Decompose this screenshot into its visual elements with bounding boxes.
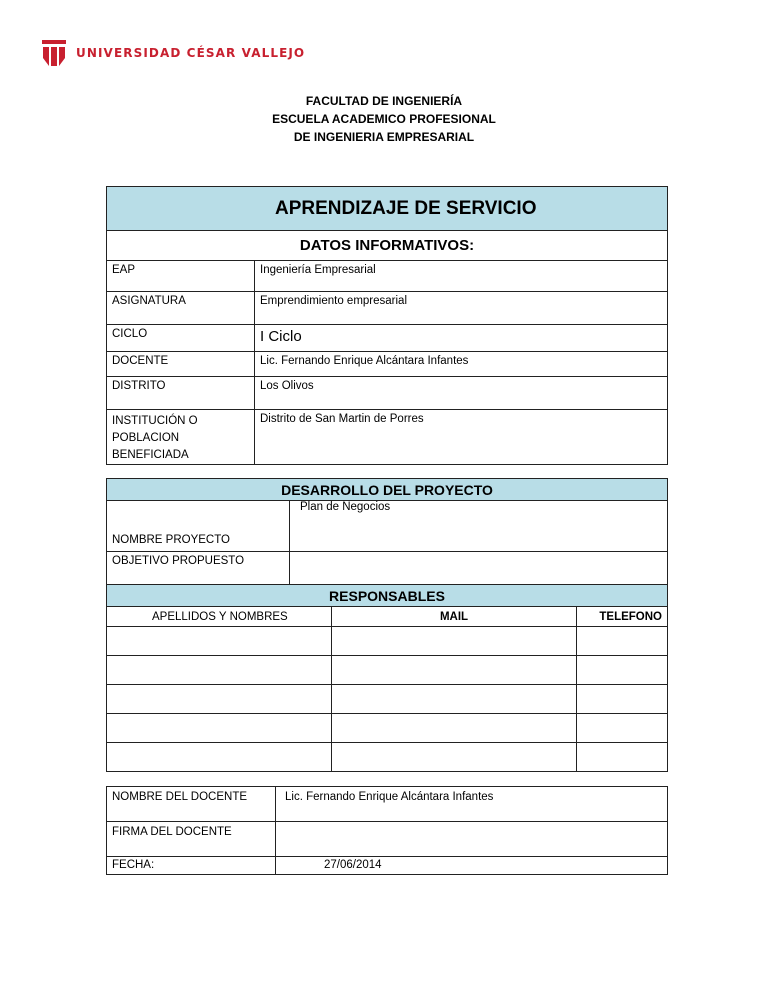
names-cell[interactable] bbox=[107, 627, 332, 656]
mail-cell[interactable] bbox=[332, 656, 577, 685]
column-header-names bbox=[107, 607, 332, 627]
info-label-institucion bbox=[107, 410, 255, 465]
date-label: FECHA: bbox=[107, 857, 276, 875]
table-row bbox=[107, 627, 668, 656]
column-header-names-text: APELLIDOS Y NOMBRES bbox=[152, 610, 288, 623]
info-label-distrito: DISTRITO bbox=[107, 377, 255, 410]
names-cell[interactable] bbox=[107, 685, 332, 714]
signature-label: FIRMA DEL DOCENTE bbox=[107, 822, 276, 857]
info-table bbox=[106, 186, 668, 465]
table-row bbox=[107, 685, 668, 714]
names-cell[interactable] bbox=[107, 656, 332, 685]
phone-cell[interactable] bbox=[577, 685, 668, 714]
teacher-name-value: Lic. Fernando Enrique Alcántara Infantes bbox=[276, 787, 668, 822]
info-label-institucion-line1: INSTITUCIÓN O bbox=[112, 415, 198, 427]
info-label-docente: DOCENTE bbox=[107, 352, 255, 377]
university-logo bbox=[40, 38, 305, 68]
header-faculty: FACULTAD DE INGENIERÍA bbox=[305, 94, 463, 108]
info-label-institucion-line2: POBLACION bbox=[112, 432, 180, 444]
info-label-asignatura: ASIGNATURA bbox=[107, 292, 255, 325]
info-value-eap: Ingeniería Empresarial bbox=[255, 261, 668, 292]
mail-cell[interactable] bbox=[332, 627, 577, 656]
info-value-docente: Lic. Fernando Enrique Alcántara Infantes bbox=[255, 352, 668, 377]
teacher-name-label: NOMBRE DEL DOCENTE bbox=[107, 787, 276, 822]
project-table bbox=[106, 478, 668, 772]
phone-cell[interactable] bbox=[577, 656, 668, 685]
info-subtitle: DATOS INFORMATIVOS: bbox=[107, 231, 668, 261]
shield-logo-icon bbox=[40, 38, 68, 68]
project-name-value: Plan de Negocios bbox=[290, 501, 668, 552]
responsables-band: RESPONSABLES bbox=[107, 585, 668, 607]
info-value-ciclo: I Ciclo bbox=[255, 325, 668, 352]
project-name-label bbox=[107, 501, 290, 552]
info-label-eap: EAP bbox=[107, 261, 255, 292]
info-value-institucion: Distrito de San Martin de Porres bbox=[255, 410, 668, 465]
info-label-institucion-line3: BENEFICIADA bbox=[112, 449, 189, 461]
phone-cell[interactable] bbox=[577, 627, 668, 656]
info-value-distrito: Los Olivos bbox=[255, 377, 668, 410]
logo-text: UNIVERSIDAD CÉSAR VALLEJO bbox=[76, 46, 306, 60]
project-band: DESARROLLO DEL PROYECTO bbox=[107, 479, 668, 501]
names-cell[interactable] bbox=[107, 743, 332, 772]
column-header-mail: MAIL bbox=[332, 607, 577, 627]
header-school: ESCUELA ACADEMICO PROFESIONAL bbox=[272, 112, 496, 126]
signature-value[interactable] bbox=[276, 822, 668, 857]
table-row bbox=[107, 714, 668, 743]
info-value-asignatura: Emprendimiento empresarial bbox=[255, 292, 668, 325]
date-value: 27/06/2014 bbox=[276, 857, 668, 875]
phone-cell[interactable] bbox=[577, 743, 668, 772]
project-objective-value bbox=[290, 552, 668, 585]
signature-table bbox=[106, 786, 668, 875]
table-row bbox=[107, 656, 668, 685]
document-header bbox=[0, 92, 768, 146]
mail-cell[interactable] bbox=[332, 714, 577, 743]
table-row bbox=[107, 743, 668, 772]
mail-cell[interactable] bbox=[332, 685, 577, 714]
info-title: APRENDIZAJE DE SERVICIO bbox=[107, 187, 668, 231]
names-cell[interactable] bbox=[107, 714, 332, 743]
mail-cell[interactable] bbox=[332, 743, 577, 772]
info-label-ciclo: CICLO bbox=[107, 325, 255, 352]
project-objective-label: OBJETIVO PROPUESTO bbox=[107, 552, 290, 585]
phone-cell[interactable] bbox=[577, 714, 668, 743]
column-header-phone: TELEFONO bbox=[577, 607, 668, 627]
project-name-label-text: NOMBRE PROYECTO bbox=[112, 534, 230, 546]
header-program: DE INGENIERIA EMPRESARIAL bbox=[293, 130, 475, 144]
